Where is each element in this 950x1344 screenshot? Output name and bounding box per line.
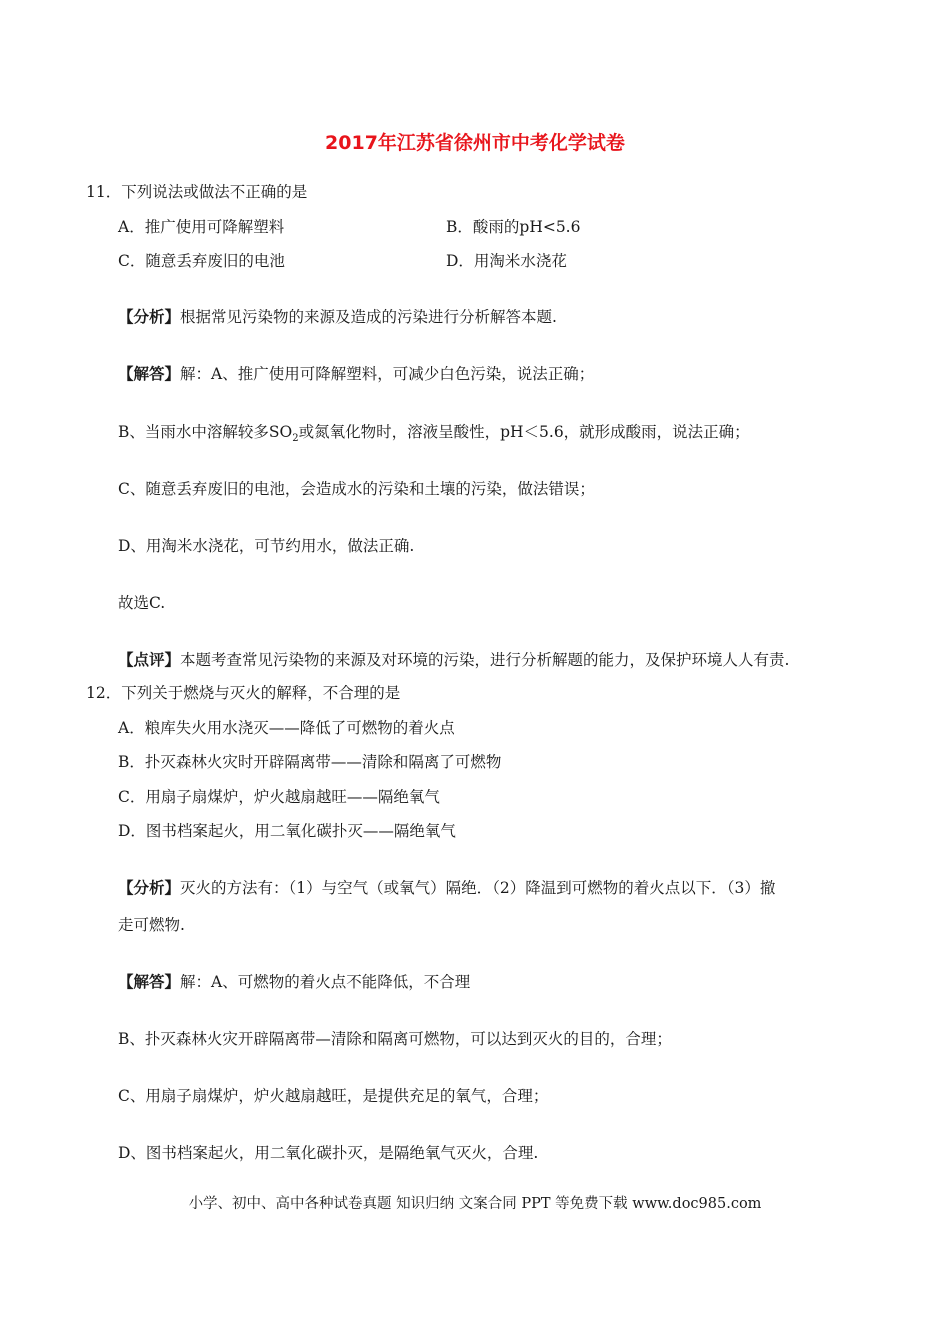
q11-answer-c: C、随意丢弃废旧的电池，会造成水的污染和土壤的污染，做法错误； xyxy=(118,480,595,498)
q12-answer-a xyxy=(118,970,470,992)
answer-tag: 【解答】 xyxy=(118,972,181,991)
q12-answer-d: D、图书档案起火，用二氧化碳扑灭，是隔绝氧气灭火，合理. xyxy=(118,1144,539,1162)
q12-answer-b: B、扑灭森林火灾开辟隔离带—清除和隔离可燃物，可以达到灭火的目的，合理； xyxy=(118,1030,672,1048)
analysis-tag: 【分析】 xyxy=(118,307,181,326)
analysis-tag: 【分析】 xyxy=(118,878,181,897)
page-title: 2017年江苏省徐州市中考化学试卷 xyxy=(325,132,625,154)
q12-option-a: A．粮库失火用水浇灭——降低了可燃物的着火点 xyxy=(118,719,455,737)
q11-comment xyxy=(118,648,789,670)
q12-option-c: C．用扇子扇煤炉，炉火越扇越旺——隔绝氧气 xyxy=(118,788,440,806)
question-12-stem: 12．下列关于燃烧与灭火的解释，不合理的是 xyxy=(86,684,401,702)
q11-option-d: D．用淘米水浇花 xyxy=(446,252,567,270)
q11-answer-d: D、用淘米水浇花，可节约用水，做法正确. xyxy=(118,537,415,555)
q12-analysis xyxy=(118,876,775,898)
q11-option-b: B．酸雨的pH<5.6 xyxy=(446,218,581,236)
page-footer: 小学、初中、高中各种试卷真题 知识归纳 文案合同 PPT 等免费下载 www.doc985.com xyxy=(188,1196,762,1212)
comment-text: 本题考查常见污染物的来源及对环境的污染，进行分析解题的能力，及保护环境人人有责. xyxy=(180,651,790,669)
q11-option-a: A．推广使用可降解塑料 xyxy=(118,218,285,236)
so2-subscript: 2 xyxy=(292,433,299,445)
answer-text: 解：A、推广使用可降解塑料，可减少白色污染，说法正确； xyxy=(180,365,595,383)
answer-b-text-pre: B、当雨水中溶解较多SO xyxy=(118,423,293,441)
q12-option-d: D．图书档案起火，用二氧化碳扑灭——隔绝氧气 xyxy=(118,822,456,840)
q11-answer-a xyxy=(118,362,594,384)
analysis-text: 根据常见污染物的来源及造成的污染进行分析解答本题. xyxy=(180,308,557,326)
q12-option-b: B．扑灭森林火灾时开辟隔离带——清除和隔离了可燃物 xyxy=(118,753,502,771)
q11-analysis xyxy=(118,305,557,327)
q11-option-c: C．随意丢弃废旧的电池 xyxy=(118,252,285,270)
q11-answer-b xyxy=(118,420,750,444)
q12-answer-c: C、用扇子扇煤炉，炉火越扇越旺，是提供充足的氧气，合理； xyxy=(118,1087,549,1105)
analysis-text: 灭火的方法有：（1）与空气（或氧气）隔绝．（2）降温到可燃物的着火点以下．（3）撤 xyxy=(180,879,776,897)
comment-tag: 【点评】 xyxy=(118,650,181,669)
answer-text: 解：A、可燃物的着火点不能降低，不合理 xyxy=(180,973,471,991)
q12-analysis-cont: 走可燃物. xyxy=(118,916,185,934)
question-11-stem: 11．下列说法或做法不正确的是 xyxy=(86,183,308,201)
answer-tag: 【解答】 xyxy=(118,364,181,383)
answer-b-text-post: 或氮氧化物时，溶液呈酸性，pH＜5.6，就形成酸雨，说法正确； xyxy=(298,423,750,441)
q11-choice: 故选C. xyxy=(118,594,166,612)
